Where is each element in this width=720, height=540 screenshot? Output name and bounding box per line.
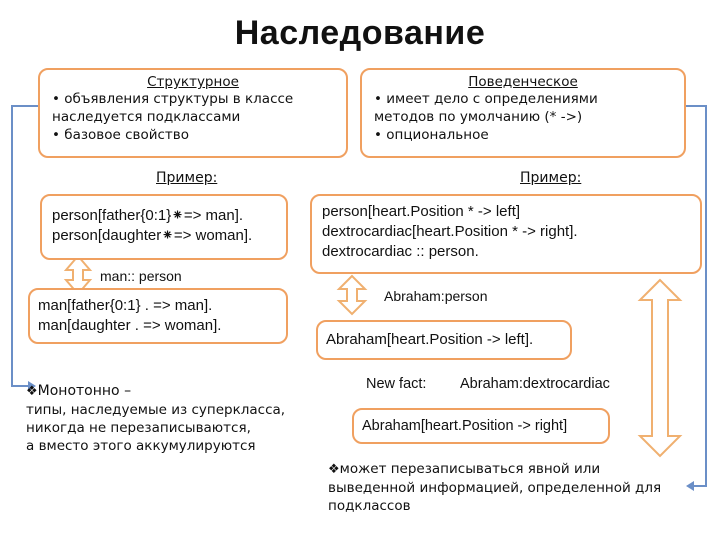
structural-note-title: Монотонно – [37, 383, 132, 399]
behavioral-note-line-1: выведенной информацией, определенной для [328, 480, 662, 496]
structural-bullet-3: • базовое свойство [52, 127, 190, 143]
behavioral-example-label: Пример: [520, 170, 582, 186]
right-connector-line [686, 106, 706, 486]
new-fact-value: Abraham:dextrocardiac [460, 376, 610, 392]
behavioral-code-line-2: dextrocardiac[heart.Position * -> right]. [322, 223, 578, 240]
structural-note-line-3: а вместо этого аккумулируются [26, 438, 256, 454]
behavioral-code-box-1 [310, 194, 702, 274]
behavioral-note-title: может перезаписываться явной или [339, 461, 601, 477]
structural-code-line-2: person[daughter⁕=> woman]. [52, 227, 253, 244]
structural-heading: Структурное [147, 74, 239, 90]
structural-bullet-1: • объявления структуры в классе [52, 91, 294, 107]
structural-code2-line-2: man[daughter . => woman]. [38, 317, 222, 334]
page-title: Наследование [234, 14, 486, 52]
behavioral-code-line-1: person[heart.Position * -> left] [322, 203, 521, 220]
behavioral-code-box-2 [316, 320, 572, 360]
right-connector-arrowhead [686, 481, 694, 491]
behavioral-bullet-3: • опциональное [374, 127, 489, 143]
behavioral-isa: Abraham:person [384, 288, 488, 304]
left-connector-line [12, 106, 38, 386]
new-fact-label: New fact: [366, 376, 427, 392]
structural-isa: man:: person [100, 268, 182, 284]
structural-code-line-1: person[father{0:1}⁕=> man]. [52, 207, 244, 224]
structural-code-box-2 [28, 288, 288, 344]
right-double-arrow-small [339, 276, 365, 314]
structural-note-line-2: никогда не перезаписываются, [26, 420, 251, 436]
structural-box [38, 68, 348, 158]
right-double-arrow-tall [640, 280, 680, 456]
behavioral-code2-line: Abraham[heart.Position -> left]. [326, 331, 534, 348]
behavioral-note-line-2: подклассов [328, 498, 411, 514]
structural-note [26, 382, 285, 455]
structural-code2-line-1: man[father{0:1} . => man]. [38, 297, 213, 314]
diamond-bullet-icon: ❖ [328, 462, 340, 477]
behavioral-code3-line: Abraham[heart.Position -> right] [362, 418, 568, 434]
behavioral-bullet-2: методов по умолчанию (* ->) [374, 109, 583, 125]
behavioral-note [328, 460, 661, 515]
structural-code-box-1 [40, 194, 288, 260]
structural-bullet-2: наследуется подклассами [52, 109, 241, 125]
behavioral-code-box-3 [352, 408, 610, 444]
diamond-bullet-icon: ❖ [26, 384, 38, 399]
behavioral-box [360, 68, 686, 158]
structural-example-label: Пример: [156, 170, 218, 186]
behavioral-bullet-1: • имеет дело с определениями [374, 91, 598, 107]
behavioral-heading: Поведенческое [468, 74, 578, 90]
structural-note-line-1: типы, наследуемые из суперкласса, [26, 402, 286, 418]
behavioral-code-line-3: dextrocardiac :: person. [322, 243, 479, 260]
